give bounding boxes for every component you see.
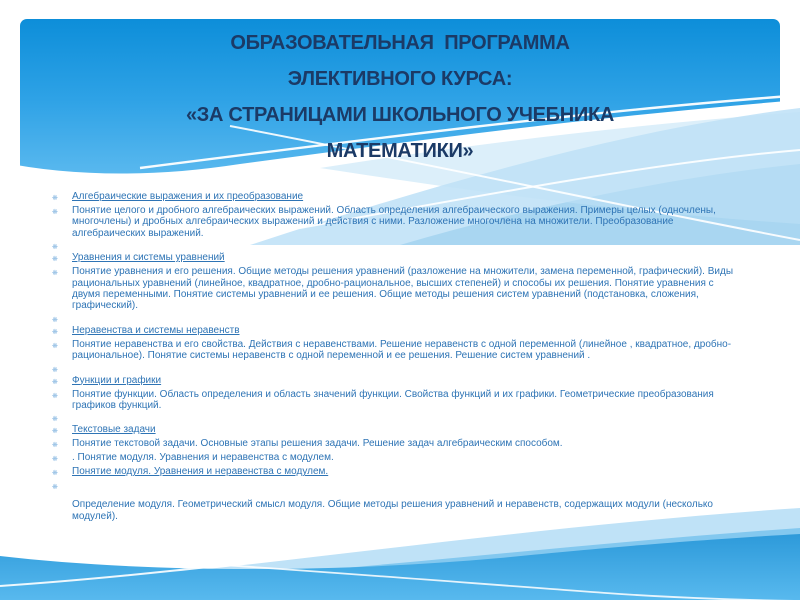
list-item-text: Понятие уравнения и его решения. Общие методы решения уравнений (разложение на множители, замена переменной, графический). Виды рациональных уравнений (линейное, квадратное, дробно-рациональное, высших степеней) и способы их решения. Понятие уравнения с двумя переменными. Понятие системы уравнений и ее решения. Общие методы решения систем уравнений (подстановка, сложения, графический). [72,266,734,312]
list-item [52,266,742,312]
list-item [52,252,742,265]
bullet-icon: ❋ [52,256,58,264]
list-item-text: Понятие текстовой задачи. Основные этапы решения задачи. Решение задач алгебраическим способом. [72,438,563,450]
slide-title [20,25,780,169]
list-item-text: Алгебраические выражения и их преобразование [72,191,304,202]
title-line-2: ЭЛЕКТИВНОГО КУРСА: [287,68,513,90]
list-item-text: . Понятие модуля. Уравнения и неравенства с модулем. [72,452,334,464]
list-item [52,313,742,324]
bullet-icon: ❋ [52,428,58,436]
list-item-text: Функции и графики [72,374,162,386]
list-item-text: Понятие неравенства и его свойства. Действия с неравенствами. Решение неравенств с одной переменной (линейное , квадратное, дробно-рациональное). Понятие системы неравенств с одной переменной и ее решения. Решение систем уравнений . [72,338,732,362]
title-line-3: «ЗА СТРАНИЦАМИ ШКОЛЬНОГО УЧЕБНИКА [185,104,615,126]
list-item [52,191,742,204]
list-item [52,240,742,251]
title-line-1: ОБРАЗОВАТЕЛЬНАЯ ПРОГРАММА [230,32,570,54]
list-item [52,339,742,362]
bullet-icon: ❋ [52,378,58,386]
list-item [52,389,742,412]
list-item [52,438,742,451]
list-item-text: Текстовые задачи [72,424,156,436]
list-item-text: Неравенства и системы неравенств [72,324,240,336]
list-item-text: Понятие целого и дробного алгебраических выражений. Область определения алгебраического выражения. Примеры целых (одночлены, многочлены) и дробных алгебраических выражений и действия с ними. Разложение многочлена на множители. Преобразование алгебраических выражений. [72,205,716,239]
bullet-icon: ❋ [52,342,58,350]
list-item-text: Уравнения и системы уравнений [72,252,225,264]
bullet-icon: ❋ [52,244,58,252]
list-item-text: Определение модуля. Геометрический смысл модуля. Общие методы решения уравнений и неравенств, содержащих модули (несколько модулей). [72,499,713,522]
list-item [52,205,742,239]
bullet-icon: ❋ [52,392,58,400]
list-item [52,363,742,374]
bullet-list [52,191,742,523]
bullet-icon: ❋ [52,366,58,374]
bullet-icon: ❋ [52,456,58,464]
bullet-icon: ❋ [52,316,58,324]
bullet-icon: ❋ [52,470,58,478]
bullet-icon: ❋ [52,209,58,216]
list-item [52,466,742,479]
list-item [52,325,742,338]
bullet-icon: ❋ [52,195,58,202]
list-item-text: Понятие функции. Область определения и область значений функции. Свойства функций и их графики. Геометрические преобразования графиков функций. [72,388,714,412]
bullet-icon: ❋ [52,328,58,336]
bullet-icon: ❋ [52,442,58,450]
list-item [52,424,742,437]
list-item [52,375,742,388]
list-item [52,412,742,423]
bullet-icon: ❋ [52,416,58,424]
bullet-icon: ❋ [52,484,58,492]
list-item [52,480,742,491]
list-item [52,499,742,522]
list-item [52,452,742,465]
title-line-4: МАТЕМАТИКИ» [326,140,474,162]
list-item-text: Понятие модуля. Уравнения и неравенства с модулем. [72,466,329,478]
bullet-icon: ❋ [52,270,58,278]
